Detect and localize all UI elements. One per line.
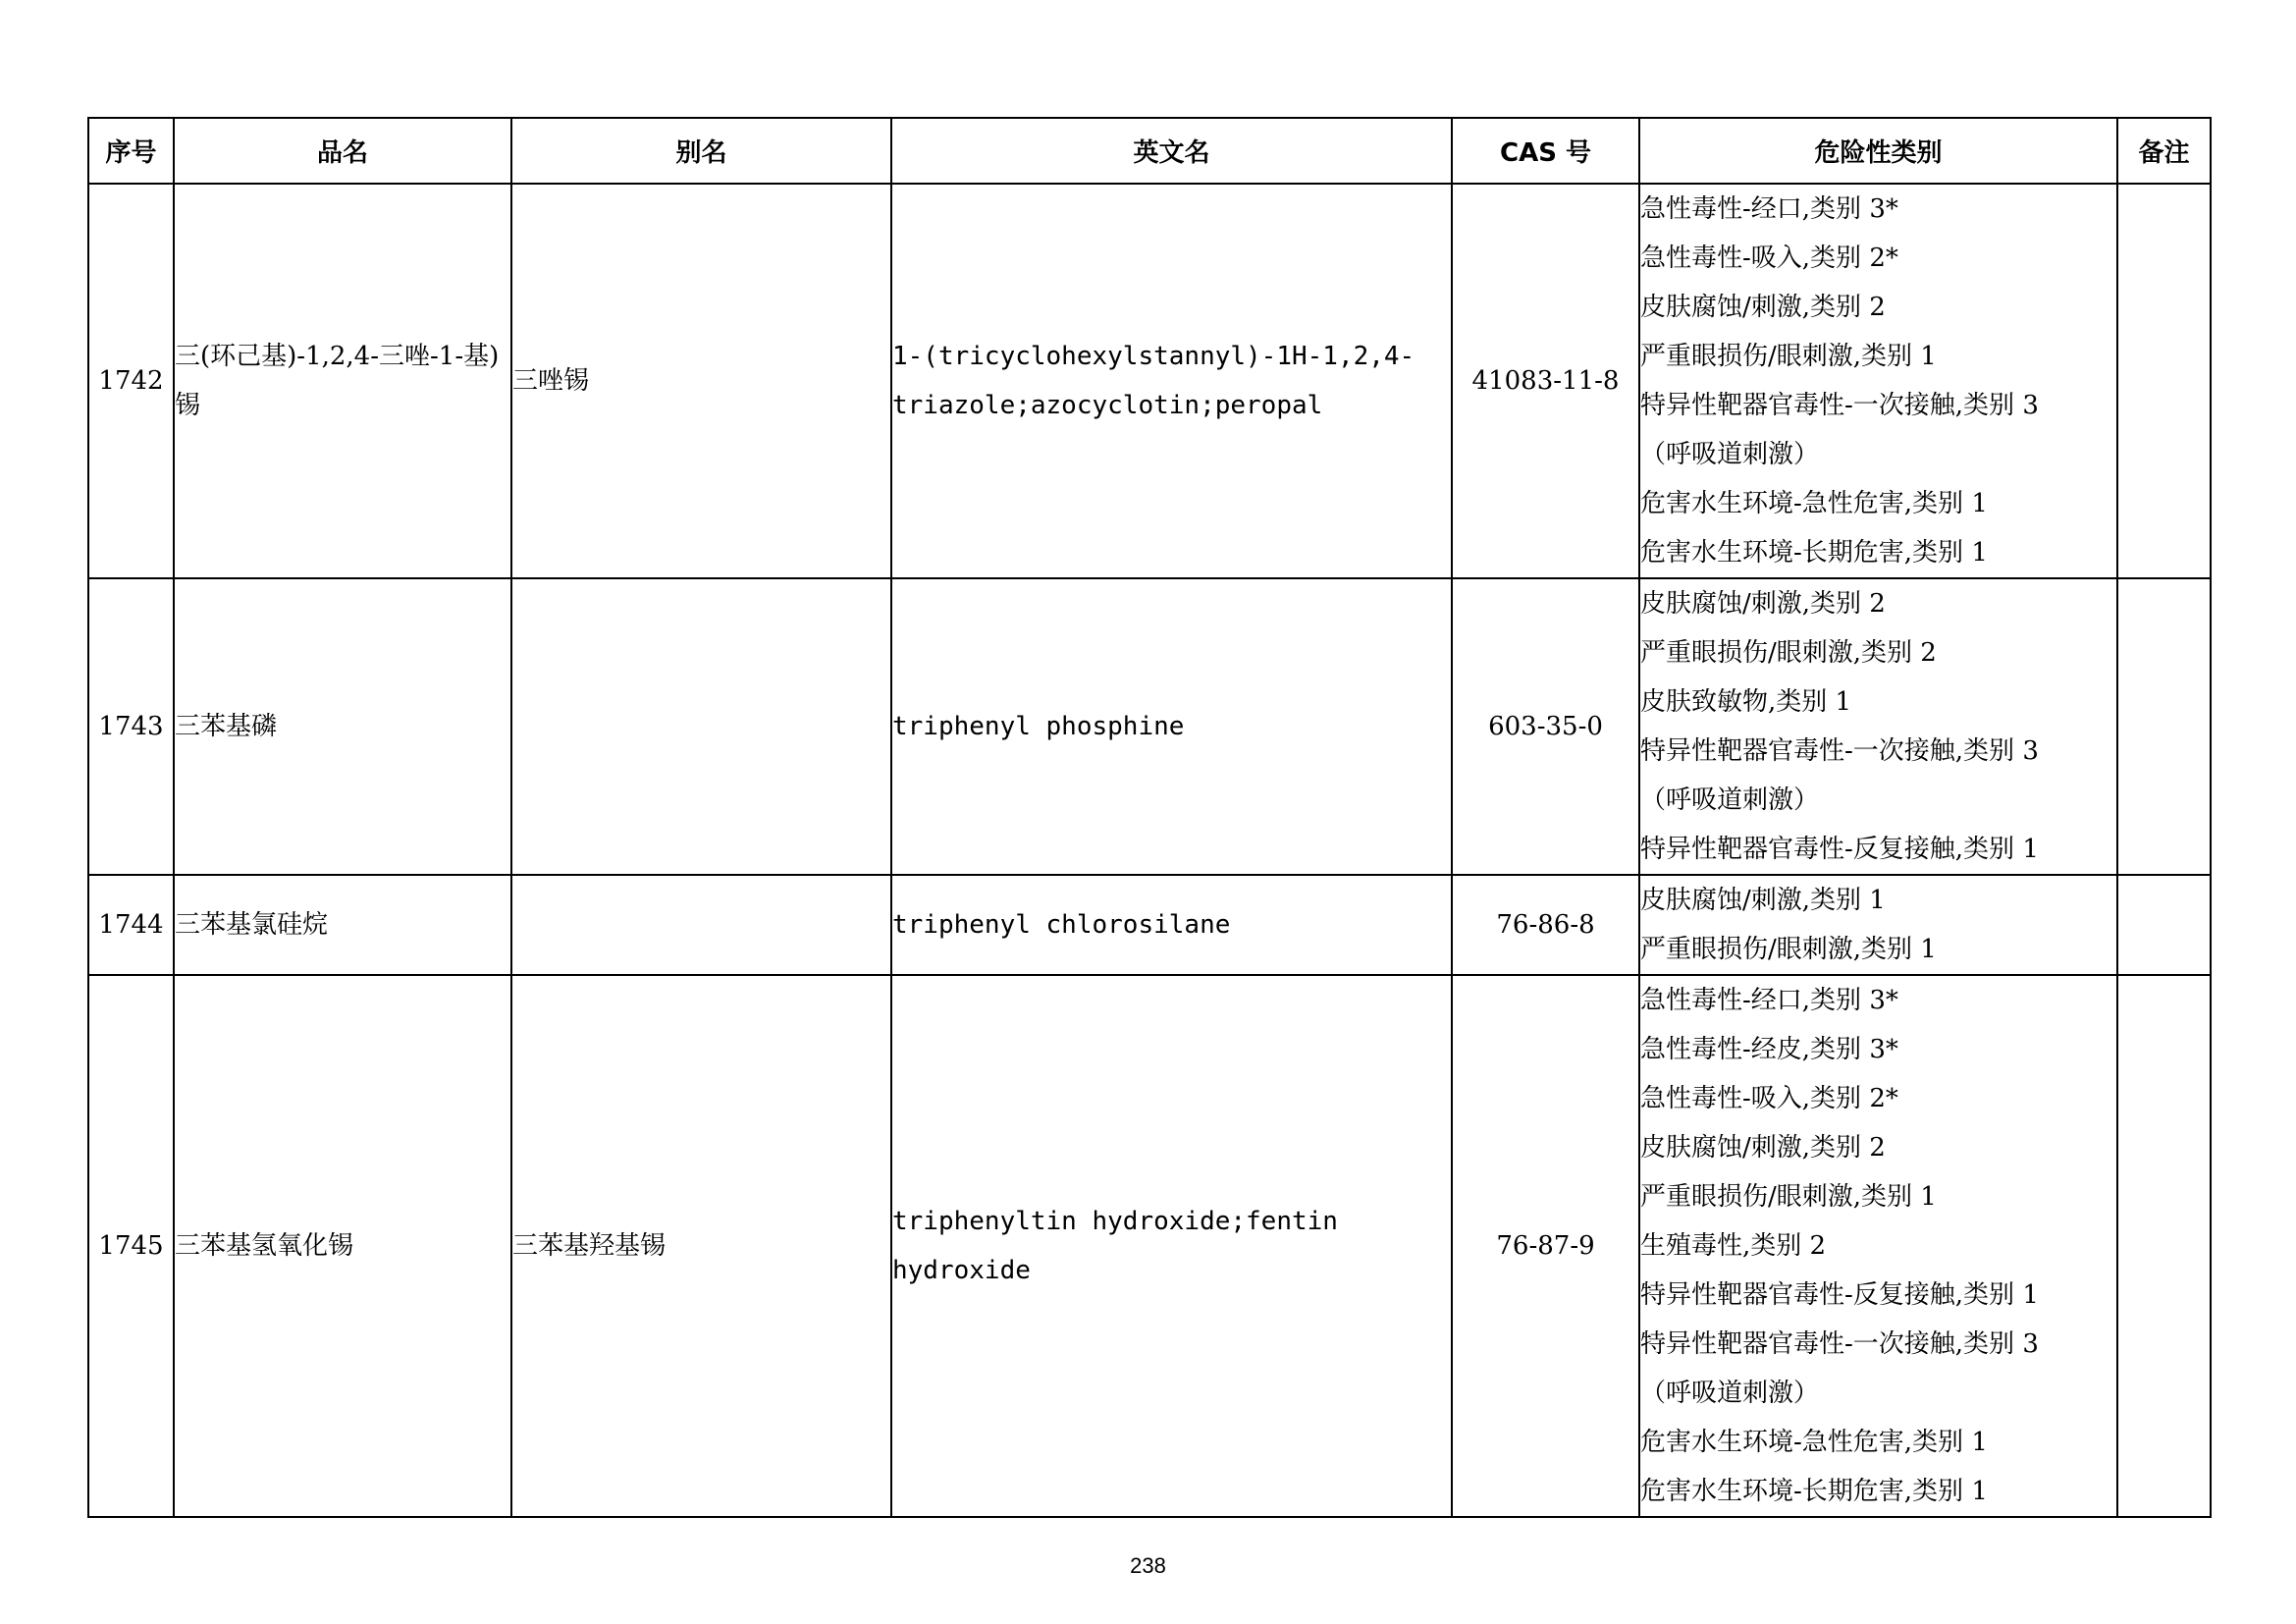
cell-english-name: triphenyl phosphine	[891, 578, 1452, 875]
hazard-line: 严重眼损伤/眼刺激,类别 1	[1640, 935, 1937, 964]
header-hazard-category: 危险性类别	[1639, 118, 2117, 184]
hazard-line: 危害水生环境-急性危害,类别 1	[1640, 489, 1988, 518]
hazard-line: 急性毒性-经口,类别 3*	[1640, 986, 1898, 1015]
hazard-line: （呼吸道刺激）	[1640, 1379, 1820, 1408]
header-note: 备注	[2117, 118, 2211, 184]
hazard-line: 特异性靶器官毒性-一次接触,类别 3	[1640, 1329, 2039, 1359]
cell-name: 三(环己基)-1,2,4-三唑-1-基)锡	[174, 184, 511, 578]
header-name: 品名	[174, 118, 511, 184]
hazard-line: 生殖毒性,类别 2	[1640, 1231, 1827, 1261]
cell-seq: 1742	[88, 184, 174, 578]
table-row	[88, 184, 2211, 578]
cell-cas: 603-35-0	[1452, 578, 1639, 875]
cell-note	[2117, 875, 2211, 975]
cell-alias	[511, 578, 891, 875]
hazard-line: 严重眼损伤/眼刺激,类别 2	[1640, 638, 1937, 668]
hazard-line: 危害水生环境-长期危害,类别 1	[1640, 1477, 1988, 1506]
cell-note	[2117, 975, 2211, 1517]
hazard-line: 皮肤腐蚀/刺激,类别 2	[1640, 1133, 1886, 1163]
cell-hazard-category	[1639, 184, 2117, 578]
hazard-line: 严重眼损伤/眼刺激,类别 1	[1640, 1182, 1937, 1212]
cell-english-name: triphenyl chlorosilane	[891, 875, 1452, 975]
hazard-line: 皮肤腐蚀/刺激,类别 1	[1640, 886, 1886, 915]
hazard-line: 急性毒性-吸入,类别 2*	[1640, 1084, 1898, 1113]
hazard-line: 严重眼损伤/眼刺激,类别 1	[1640, 342, 1937, 371]
cell-cas: 76-87-9	[1452, 975, 1639, 1517]
table-header-row	[88, 118, 2211, 184]
hazard-line: 急性毒性-经皮,类别 3*	[1640, 1035, 1898, 1064]
cell-note	[2117, 184, 2211, 578]
cell-seq: 1744	[88, 875, 174, 975]
hazard-line: 急性毒性-吸入,类别 2*	[1640, 244, 1898, 273]
header-seq: 序号	[88, 118, 174, 184]
table-row	[88, 578, 2211, 875]
cell-english-name: triphenyltin hydroxide;fentin hydroxide	[891, 975, 1452, 1517]
cell-alias: 三唑锡	[511, 184, 891, 578]
header-alias: 别名	[511, 118, 891, 184]
hazard-line: （呼吸道刺激）	[1640, 785, 1820, 815]
cell-seq: 1743	[88, 578, 174, 875]
cell-alias	[511, 875, 891, 975]
page-number: 238	[1130, 1553, 1166, 1578]
hazard-line: 特异性靶器官毒性-反复接触,类别 1	[1640, 1280, 2039, 1310]
table-body	[88, 184, 2211, 1517]
hazard-line: 皮肤腐蚀/刺激,类别 2	[1640, 293, 1886, 322]
hazard-line: （呼吸道刺激）	[1640, 440, 1820, 469]
cell-alias: 三苯基羟基锡	[511, 975, 891, 1517]
hazardous-chemicals-table	[87, 117, 2212, 1518]
table-row	[88, 875, 2211, 975]
cell-note	[2117, 578, 2211, 875]
cell-hazard-category	[1639, 875, 2117, 975]
hazard-line: 危害水生环境-长期危害,类别 1	[1640, 538, 1988, 568]
cell-english-name: 1-(tricyclohexylstannyl)-1H-1,2,4-triazole;azocyclotin;peropal	[891, 184, 1452, 578]
cell-cas: 41083-11-8	[1452, 184, 1639, 578]
header-english-name: 英文名	[891, 118, 1452, 184]
hazard-line: 皮肤腐蚀/刺激,类别 2	[1640, 589, 1886, 619]
cell-name: 三苯基氯硅烷	[174, 875, 511, 975]
cell-seq: 1745	[88, 975, 174, 1517]
hazard-line: 急性毒性-经口,类别 3*	[1640, 194, 1898, 224]
header-cas: CAS 号	[1452, 118, 1639, 184]
hazard-line: 皮肤致敏物,类别 1	[1640, 687, 1852, 717]
hazard-line: 危害水生环境-急性危害,类别 1	[1640, 1428, 1988, 1457]
cell-name: 三苯基磷	[174, 578, 511, 875]
cell-name: 三苯基氢氧化锡	[174, 975, 511, 1517]
hazard-line: 特异性靶器官毒性-反复接触,类别 1	[1640, 835, 2039, 864]
cell-hazard-category	[1639, 975, 2117, 1517]
cell-hazard-category	[1639, 578, 2117, 875]
cell-cas: 76-86-8	[1452, 875, 1639, 975]
table-row	[88, 975, 2211, 1517]
hazard-line: 特异性靶器官毒性-一次接触,类别 3	[1640, 736, 2039, 766]
hazard-line: 特异性靶器官毒性-一次接触,类别 3	[1640, 391, 2039, 420]
